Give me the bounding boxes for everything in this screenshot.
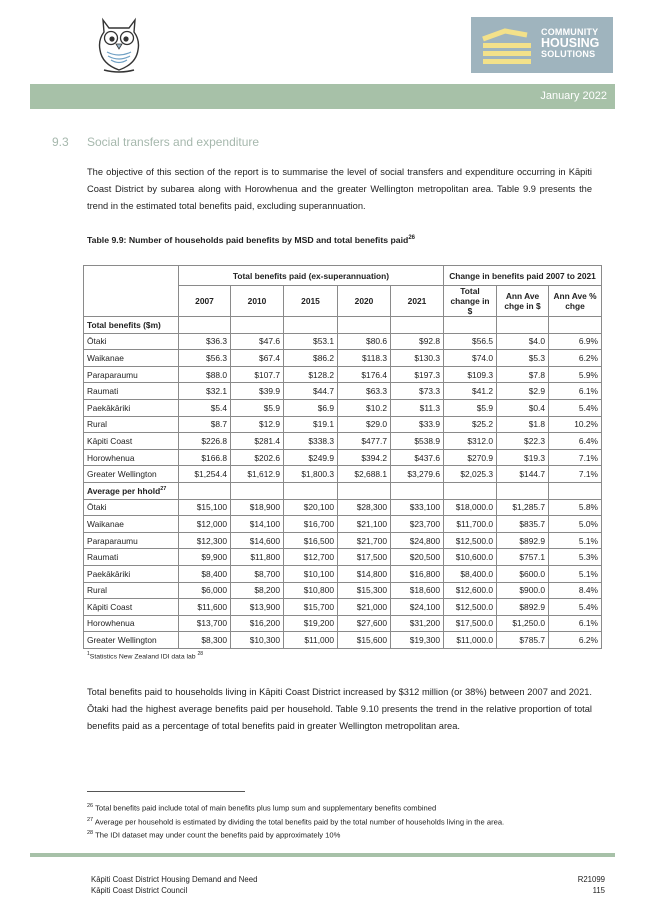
- footnote-number: 26: [87, 803, 94, 809]
- table-cell: $47.6: [231, 333, 284, 350]
- table-cell: 7.1%: [549, 449, 602, 466]
- table-source: [87, 651, 203, 660]
- logo-line-housing: HOUSING: [541, 36, 600, 50]
- table-cell-empty: [497, 317, 549, 334]
- footnote-27: [87, 817, 504, 827]
- table-header-blank: [84, 266, 179, 317]
- table-cell: $14,100: [231, 516, 284, 533]
- table-cell: $25.2: [444, 416, 497, 433]
- table-row-label: Kāpiti Coast: [84, 433, 179, 450]
- table-cell: $118.3: [338, 350, 391, 367]
- table-cell: $11,000.0: [444, 632, 497, 649]
- table-cell: $8,400.0: [444, 565, 497, 582]
- table-cell: $394.2: [338, 449, 391, 466]
- housing-bars-icon: [475, 17, 539, 73]
- table-cell: $31,200: [391, 615, 444, 632]
- table-row: [84, 350, 602, 367]
- table-cell-empty: [391, 482, 444, 499]
- table-cell: $600.0: [497, 565, 549, 582]
- table-row-label: Horowhenua: [84, 449, 179, 466]
- footer-doc-title: Kāpiti Coast District Housing Demand and Need: [91, 875, 258, 884]
- table-cell-empty: [391, 317, 444, 334]
- table-row: [84, 433, 602, 450]
- table-cell: $56.3: [179, 350, 231, 367]
- owl-logo: [94, 14, 144, 76]
- logo-line-solutions: SOLUTIONS: [541, 49, 596, 59]
- table-row: [84, 416, 602, 433]
- table-section-average-per-hhold-label: [84, 482, 179, 499]
- table-cell: $757.1: [497, 549, 549, 566]
- footnote-text: Total benefits paid include total of main benefits plus lump sum and supplementary benefits combined: [95, 803, 437, 813]
- table-cell: $14,600: [231, 532, 284, 549]
- table-cell: $109.3: [444, 366, 497, 383]
- table-cell: $13,900: [231, 599, 284, 616]
- footer-ref: R21099: [577, 875, 605, 884]
- table-cell: $5.4: [179, 399, 231, 416]
- table-cell: $8.7: [179, 416, 231, 433]
- table-cell: $11,000: [284, 632, 338, 649]
- footnote-text: The IDI dataset may under count the benefits paid by approximately 10%: [95, 830, 341, 840]
- table-cell: $15,600: [338, 632, 391, 649]
- table-cell: $16,700: [284, 516, 338, 533]
- table-cell: 5.1%: [549, 565, 602, 582]
- table-row: [84, 615, 602, 632]
- table-cell: $144.7: [497, 466, 549, 483]
- table-row: [84, 532, 602, 549]
- table-cell: $32.1: [179, 383, 231, 400]
- table-cell: $33.9: [391, 416, 444, 433]
- table-cell: $17,500.0: [444, 615, 497, 632]
- table-cell: $900.0: [497, 582, 549, 599]
- table-cell: $892.9: [497, 532, 549, 549]
- table-cell: 5.4%: [549, 599, 602, 616]
- table-row: [84, 449, 602, 466]
- table-cell: $10,600.0: [444, 549, 497, 566]
- table-row-label: Waikanae: [84, 350, 179, 367]
- table-cell: $197.3: [391, 366, 444, 383]
- table-cell: $437.6: [391, 449, 444, 466]
- source-text: Statistics New Zealand IDI data lab: [89, 653, 196, 661]
- table-caption-footnote-ref: 26: [408, 235, 415, 242]
- table-cell: $2,688.1: [338, 466, 391, 483]
- table-cell: $12,500.0: [444, 532, 497, 549]
- table-cell: $11,800: [231, 549, 284, 566]
- table-cell: $835.7: [497, 516, 549, 533]
- table-cell: $19,300: [391, 632, 444, 649]
- table-cell: $33,100: [391, 499, 444, 516]
- table-cell: $24,800: [391, 532, 444, 549]
- table-cell: $1.8: [497, 416, 549, 433]
- table-cell: $19.3: [497, 449, 549, 466]
- table-cell: $128.2: [284, 366, 338, 383]
- table-cell: 6.1%: [549, 383, 602, 400]
- table-section-average-per-hhold-footnote-ref: 27: [160, 485, 167, 492]
- table-cell: $5.9: [444, 399, 497, 416]
- table-section-average-per-hhold: [84, 482, 602, 499]
- table-cell: 5.8%: [549, 499, 602, 516]
- table-row: [84, 499, 602, 516]
- table-cell: $36.3: [179, 333, 231, 350]
- table-caption-text: Table 9.9: Number of households paid benefits by MSD and total benefits paid: [87, 235, 409, 245]
- table-cell: $6,000: [179, 582, 231, 599]
- table-cell: 5.0%: [549, 516, 602, 533]
- table-col-header: 2020: [338, 286, 391, 317]
- table-cell: $28,300: [338, 499, 391, 516]
- table-cell: $15,300: [338, 582, 391, 599]
- table-cell: $8,200: [231, 582, 284, 599]
- table-cell: $11.3: [391, 399, 444, 416]
- table-cell: $202.6: [231, 449, 284, 466]
- table-cell: $5.9: [231, 399, 284, 416]
- table-row-label: Rural: [84, 416, 179, 433]
- table-cell: $18,900: [231, 499, 284, 516]
- header-band: [88, 84, 615, 109]
- table-cell: $86.2: [284, 350, 338, 367]
- table-cell-empty: [284, 482, 338, 499]
- logo-line-community: COMMUNITY: [541, 27, 599, 37]
- table-cell: $0.4: [497, 399, 549, 416]
- table-cell: 5.4%: [549, 399, 602, 416]
- table-cell-empty: [549, 317, 602, 334]
- table-cell: $80.6: [338, 333, 391, 350]
- table-row-label: Paraparaumu: [84, 532, 179, 549]
- source-sup: 1: [87, 651, 90, 657]
- table-col-header: 2021: [391, 286, 444, 317]
- table-cell: $18,000.0: [444, 499, 497, 516]
- table-cell: $21,700: [338, 532, 391, 549]
- table-cell: $67.4: [231, 350, 284, 367]
- table-cell: $9,900: [179, 549, 231, 566]
- table-cell: $270.9: [444, 449, 497, 466]
- table-cell: $27,600: [338, 615, 391, 632]
- footer-left: [91, 874, 257, 896]
- table-cell: $477.7: [338, 433, 391, 450]
- table-cell: $21,100: [338, 516, 391, 533]
- table-cell: $11,600: [179, 599, 231, 616]
- footnote-number: 28: [87, 830, 94, 836]
- table-cell: $12,300: [179, 532, 231, 549]
- table-cell: $538.9: [391, 433, 444, 450]
- table-section-total-benefits-label: [84, 317, 179, 334]
- table-cell: $16,800: [391, 565, 444, 582]
- table-row: [84, 383, 602, 400]
- benefits-table: [83, 265, 602, 649]
- table-cell: $19,200: [284, 615, 338, 632]
- table-cell: $23,700: [391, 516, 444, 533]
- table-col-header: Ann Ave chge in $: [497, 286, 549, 317]
- table-group-header-total: Total benefits paid (ex-superannuation): [179, 266, 444, 286]
- table-row-label: Raumati: [84, 549, 179, 566]
- table-cell: $5.3: [497, 350, 549, 367]
- source-footnote-ref: 28: [197, 651, 204, 657]
- table-cell: $785.7: [497, 632, 549, 649]
- table-cell: $12,000: [179, 516, 231, 533]
- table-cell: $10,800: [284, 582, 338, 599]
- footnote-26: [87, 803, 436, 813]
- table-cell-empty: [444, 482, 497, 499]
- table-cell: $15,100: [179, 499, 231, 516]
- table-cell: 10.2%: [549, 416, 602, 433]
- table-cell: $56.5: [444, 333, 497, 350]
- table-cell: $6.9: [284, 399, 338, 416]
- table-row: [84, 549, 602, 566]
- table-cell: $44.7: [284, 383, 338, 400]
- table-cell: $74.0: [444, 350, 497, 367]
- table-cell: $8,700: [231, 565, 284, 582]
- table-cell: $41.2: [444, 383, 497, 400]
- table-row-label: Waikanae: [84, 516, 179, 533]
- table-cell-empty: [231, 482, 284, 499]
- table-row: [84, 516, 602, 533]
- table-cell-empty: [549, 482, 602, 499]
- table-cell: $1,800.3: [284, 466, 338, 483]
- table-cell: $249.9: [284, 449, 338, 466]
- table-row-label: Ōtaki: [84, 499, 179, 516]
- table-cell-empty: [231, 317, 284, 334]
- table-cell: $312.0: [444, 433, 497, 450]
- table-cell-empty: [497, 482, 549, 499]
- table-section-total-benefits: [84, 317, 602, 334]
- table-cell: $16,200: [231, 615, 284, 632]
- table-row: [84, 466, 602, 483]
- table-cell: $12,500.0: [444, 599, 497, 616]
- table-section-total-benefits-text: Total benefits ($m): [87, 319, 161, 330]
- table-cell: $22.3: [497, 433, 549, 450]
- table-cell: $29.0: [338, 416, 391, 433]
- table-row-label: Raumati: [84, 383, 179, 400]
- table-row: [84, 632, 602, 649]
- table-col-header: 2015: [284, 286, 338, 317]
- table-cell: 7.1%: [549, 466, 602, 483]
- table-cell: $8,400: [179, 565, 231, 582]
- table-cell: $19.1: [284, 416, 338, 433]
- table-row: [84, 582, 602, 599]
- table-row-label: Paraparaumu: [84, 366, 179, 383]
- table-cell: $3,279.6: [391, 466, 444, 483]
- table-cell: $63.3: [338, 383, 391, 400]
- table-cell: $107.7: [231, 366, 284, 383]
- table-cell: $39.9: [231, 383, 284, 400]
- table-row-label: Horowhenua: [84, 615, 179, 632]
- footnote-number: 27: [87, 817, 94, 823]
- table-cell: $92.8: [391, 333, 444, 350]
- footer-page-number: 115: [592, 886, 605, 895]
- table-section-average-per-hhold-text: Average per hhold: [87, 485, 161, 496]
- intro-paragraph: The objective of this section of the report is to summarise the level of social transfers and expenditure occurring in Kāpiti Coast District by subarea along with Horowhenua and the greater Wellington metropolitan area. Table 9.9 presents the trend in the estimated total benefits paid, excluding superannuation.: [87, 167, 592, 211]
- table-cell-empty: [444, 317, 497, 334]
- table-row-label: Greater Wellington: [84, 466, 179, 483]
- table-col-header: Ann Ave % chge: [549, 286, 602, 317]
- table-cell: $1,612.9: [231, 466, 284, 483]
- table-col-header: Total change in $: [444, 286, 497, 317]
- table-cell-empty: [338, 482, 391, 499]
- table-cell: 8.4%: [549, 582, 602, 599]
- table-cell: $8,300: [179, 632, 231, 649]
- table-cell: $12,600.0: [444, 582, 497, 599]
- table-cell: $7.8: [497, 366, 549, 383]
- table-row: [84, 599, 602, 616]
- table-cell: $20,100: [284, 499, 338, 516]
- section-number: 9.3: [52, 135, 69, 149]
- table-col-header: 2010: [231, 286, 284, 317]
- table-row: [84, 565, 602, 582]
- table-cell: $130.3: [391, 350, 444, 367]
- table-cell: 6.9%: [549, 333, 602, 350]
- table-row-label: Greater Wellington: [84, 632, 179, 649]
- table-cell: $16,500: [284, 532, 338, 549]
- table-cell: $21,000: [338, 599, 391, 616]
- table-cell-empty: [338, 317, 391, 334]
- table-row-label: Paekākāriki: [84, 565, 179, 582]
- table-cell: $88.0: [179, 366, 231, 383]
- table-cell: 6.2%: [549, 350, 602, 367]
- table-cell: $12,700: [284, 549, 338, 566]
- table-row-label: Rural: [84, 582, 179, 599]
- table-cell: $11,700.0: [444, 516, 497, 533]
- table-cell: 6.4%: [549, 433, 602, 450]
- table-cell: $281.4: [231, 433, 284, 450]
- table-cell: $892.9: [497, 599, 549, 616]
- table-cell: $10,300: [231, 632, 284, 649]
- footnote-rule: [87, 791, 245, 792]
- footnote-text: Average per household is estimated by dividing the total benefits paid by the total number of households living in the area.: [94, 817, 505, 827]
- table-cell: $18,600: [391, 582, 444, 599]
- table-cell: $73.3: [391, 383, 444, 400]
- table-caption: [87, 235, 415, 245]
- footer-right: [578, 874, 605, 896]
- table-cell: $15,700: [284, 599, 338, 616]
- header-date: January 2022: [540, 90, 607, 102]
- table-cell-empty: [284, 317, 338, 334]
- table-cell: $10,100: [284, 565, 338, 582]
- table-cell: $14,800: [338, 565, 391, 582]
- table-cell: $10.2: [338, 399, 391, 416]
- table-cell: $2,025.3: [444, 466, 497, 483]
- table-row: [84, 399, 602, 416]
- table-cell: 5.1%: [549, 532, 602, 549]
- table-row: [84, 333, 602, 350]
- table-cell: $1,250.0: [497, 615, 549, 632]
- summary-paragraph: Total benefits paid to households living in Kāpiti Coast District increased by $312 million (or 38%) between 2007 and 2021. Ōtaki had the highest average benefits paid per household. Table 9.10 presents the trend in the relative proportion of total benefits paid as a percentage of total benefits paid in greater Wellington metropolitan area.: [87, 687, 592, 731]
- table-cell: 5.9%: [549, 366, 602, 383]
- header-band-left: [30, 84, 88, 109]
- company-logo: [471, 17, 613, 73]
- section-title: Social transfers and expenditure: [87, 135, 260, 149]
- table-cell-empty: [179, 317, 231, 334]
- table-cell: $12.9: [231, 416, 284, 433]
- table-group-header-change: Change in benefits paid 2007 to 2021: [444, 266, 602, 286]
- table-cell: $13,700: [179, 615, 231, 632]
- table-cell: $1,254.4: [179, 466, 231, 483]
- table-cell: 6.2%: [549, 632, 602, 649]
- table-cell: $17,500: [338, 549, 391, 566]
- table-cell: 5.3%: [549, 549, 602, 566]
- table-cell: $1,285.7: [497, 499, 549, 516]
- table-cell: $166.8: [179, 449, 231, 466]
- footnote-28: [87, 830, 340, 840]
- table-col-header: 2007: [179, 286, 231, 317]
- table-cell: $338.3: [284, 433, 338, 450]
- table-cell: $2.9: [497, 383, 549, 400]
- footer-client: Kāpiti Coast District Council: [91, 886, 188, 895]
- table-cell: $176.4: [338, 366, 391, 383]
- table-cell: $20,500: [391, 549, 444, 566]
- table-cell: $226.8: [179, 433, 231, 450]
- footer-rule: [30, 853, 615, 857]
- table-cell-empty: [179, 482, 231, 499]
- table-cell: $24,100: [391, 599, 444, 616]
- table-cell: $53.1: [284, 333, 338, 350]
- table-row-label: Kāpiti Coast: [84, 599, 179, 616]
- table-row-label: Paekākāriki: [84, 399, 179, 416]
- table-row-label: Ōtaki: [84, 333, 179, 350]
- table-cell: 6.1%: [549, 615, 602, 632]
- table-row: [84, 366, 602, 383]
- table-cell: $4.0: [497, 333, 549, 350]
